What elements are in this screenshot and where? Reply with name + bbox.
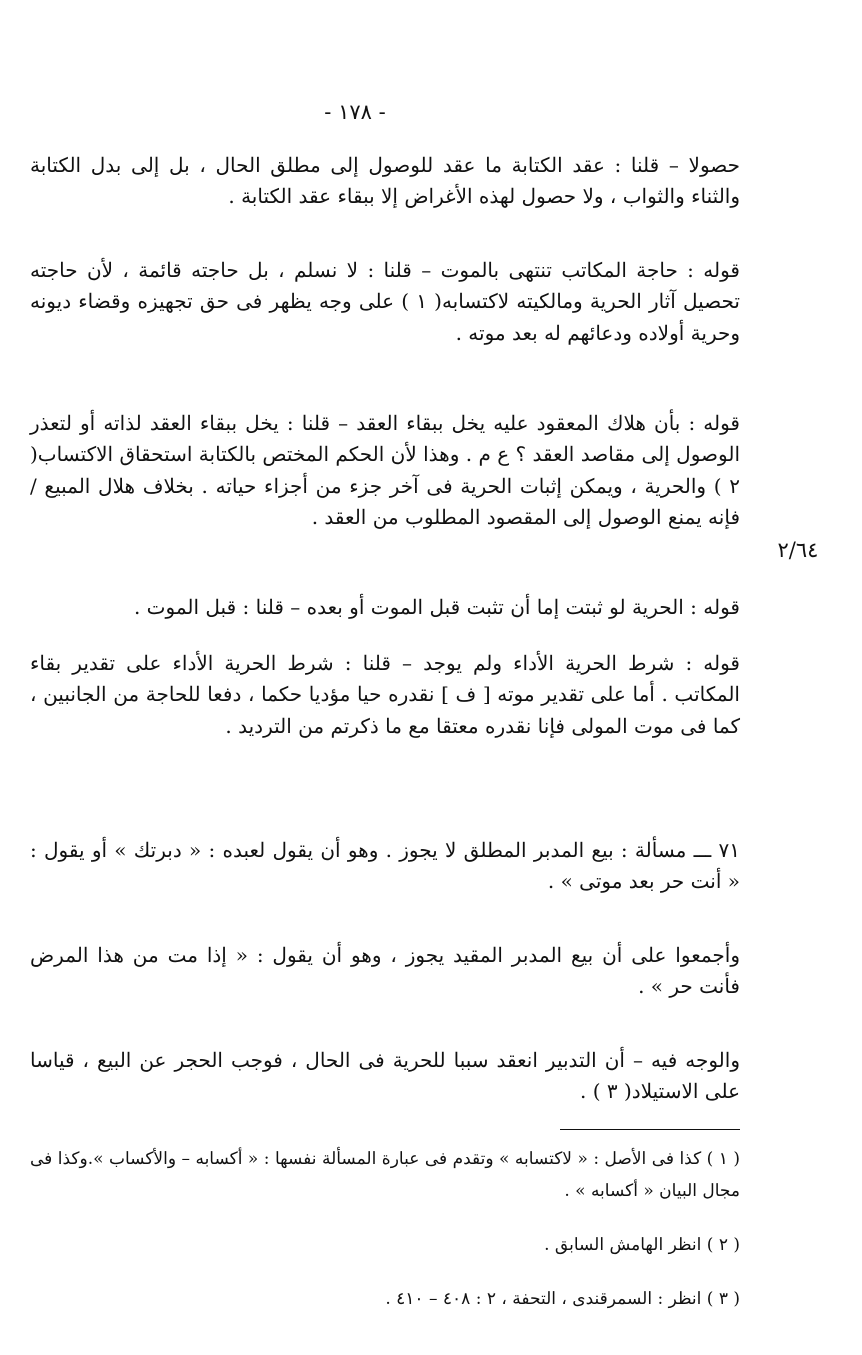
paragraph-8 [30,1045,740,1108]
footnote-2 [30,1229,740,1261]
footnote-1 [30,1143,740,1208]
footnote-text: ( ١ ) كذا فى الأصل : « لاكتسابه » وتقدم فى عبارة المسألة نفسها : « أكسابه – والأكساب ».وكذا فى مجال البيان « أكسابه » . [30,1149,740,1202]
paragraph-4 [30,592,740,623]
paragraph-7 [30,940,740,1003]
paragraph-2 [30,255,740,349]
paragraph-text: وأجمعوا على أن بيع المدبر المقيد يجوز ، وهو أن يقول : « إذا مت من هذا المرض فأنت حر » . [30,943,740,999]
paragraph-text: قوله : شرط الحرية الأداء ولم يوجد – قلنا : شرط الحرية الأداء على تقدير بقاء المكاتب . أما على تقدير موته [ ف ] نقدره حيا مؤديا حكما ، دفعا للحاجة من الجانبين ، كما فى موت المولى فإنا نقدره معتقا مع ما ذكرتم من الترديد . [30,651,740,738]
margin-page-reference: ٢/٦٤ [777,538,819,562]
footnote-3 [30,1283,740,1315]
paragraph-text: قوله : حاجة المكاتب تنتهى بالموت – قلنا : لا نسلم ، بل حاجته قائمة ، لأن حاجته تحصيل آثار الحرية ومالكيته لاكتسابه( ١ ) على وجه يظهر فى حق تجهيزه وقضاء ديونه وحرية أولاده ودعائهم له بعد موته . [30,258,740,345]
footnote-text: ( ٣ ) انظر : السمرقندى ، التحفة ، ٢ : ٤٠٨ – ٤١٠ . [385,1289,740,1309]
footnote-text: ( ٢ ) انظر الهامش السابق . [544,1235,740,1255]
paragraph-text: والوجه فيه – أن التدبير انعقد سببا للحرية فى الحال ، فوجب الحجر عن البيع ، قياسا على الاستيلاد( ٣ ) . [30,1048,740,1104]
paragraph-text: ٧١ ـــ مسألة : بيع المدبر المطلق لا يجوز . وهو أن يقول لعبده : « دبرتك » أو يقول : « أنت حر بعد موتى » . [30,838,740,894]
paragraph-text: قوله : بأن هلاك المعقود عليه يخل ببقاء العقد – قلنا : يخل ببقاء العقد لذاته أو لتعذر الوصول إلى مقاصد العقد ؟ ع م . وهذا لأن الحكم المختص بالكتابة استحقاق الاكتساب( ٢ ) والحرية ، ويمكن إثبات الحرية فى آخر جزء من أجزاء حياته . بخلاف هلال المبيع / فإنه يمنع الوصول إلى المقصود المطلوب من العقد . [30,411,740,530]
paragraph-1 [30,150,740,213]
paragraph-text: قوله : الحرية لو ثبتت إما أن تثبت قبل الموت أو بعده – قلنا : قبل الموت . [133,595,740,619]
paragraph-text: حصولا – قلنا : عقد الكتابة ما عقد للوصول إلى مطلق الحال ، بل إلى بدل الكتابة والثناء والثواب ، ولا حصول لهذه الأغراض إلا ببقاء عقد الكتابة . [30,153,740,209]
footnote-divider [560,1129,740,1130]
paragraph-5 [30,648,740,742]
page-number: - ١٧٨ - [324,100,386,124]
paragraph-6 [30,835,740,898]
paragraph-3 [30,408,740,534]
